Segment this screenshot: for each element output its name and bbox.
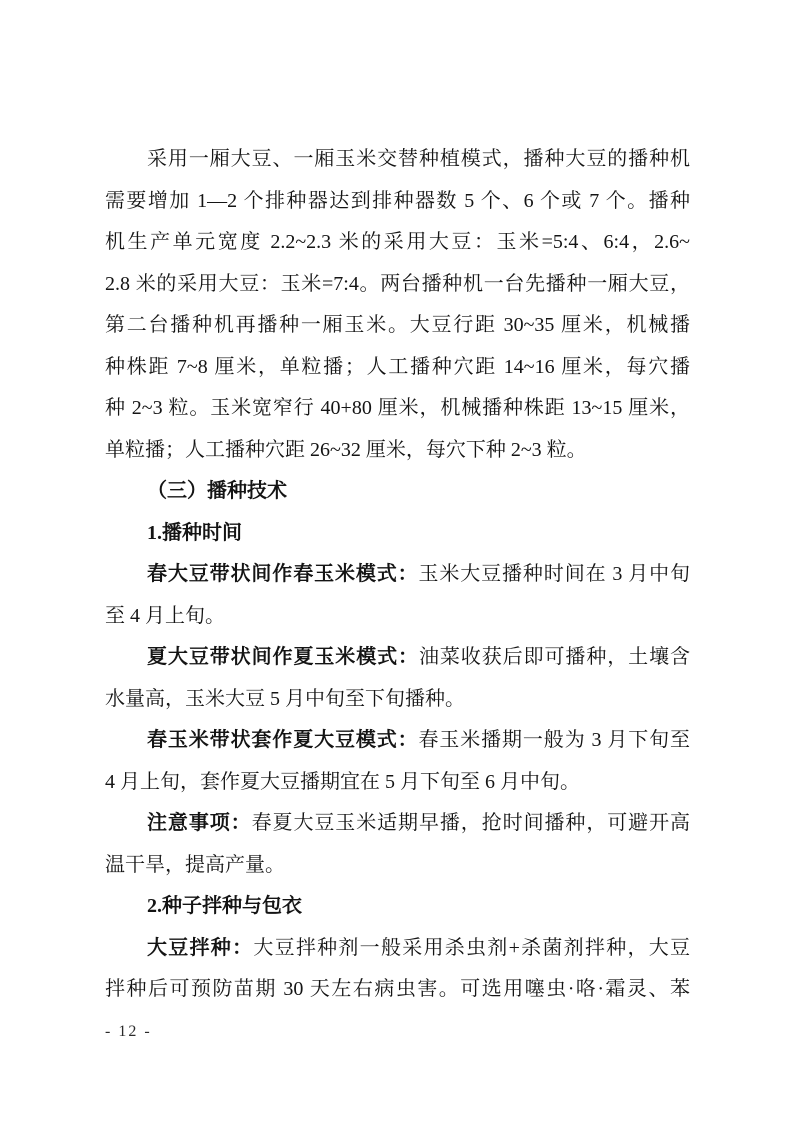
bold-run: 注意事项： xyxy=(147,812,252,834)
text-line: 单粒播；人工播种穴距 26~32 厘米，每穴下种 2~3 粒。 xyxy=(105,438,587,461)
regular-run: 大豆拌种剂一般采用杀虫剂+杀菌剂拌种，大豆 xyxy=(253,936,690,959)
text-line xyxy=(105,928,690,970)
text-line: 种株距 7~8 厘米，单粒播；人工播种穴距 14~16 厘米，每穴播 xyxy=(105,355,690,378)
text-line: 2.8 米的采用大豆：玉米=7:4。两台播种机一台先播种一厢大豆， xyxy=(105,272,690,295)
page-content xyxy=(105,139,690,1011)
text-line: 第二台播种机再播种一厢玉米。大豆行距 30~35 厘米，机械播 xyxy=(105,314,690,336)
text-line: 水量高，玉米大豆 5 月中旬至下旬播种。 xyxy=(105,687,465,710)
regular-run: 春夏大豆玉米适期早播，抢时间播种，可避开高 xyxy=(251,812,691,834)
text-line: 温干旱，提高产量。 xyxy=(105,853,285,876)
regular-run: 油菜收获后即可播种，土壤含 xyxy=(418,646,691,668)
bold-run: 春大豆带状间作春玉米模式： xyxy=(147,563,419,585)
bold-run: 大豆拌种： xyxy=(147,936,254,959)
text-line: 至 4 月上旬。 xyxy=(105,604,225,627)
section-heading: （三）播种技术 xyxy=(147,480,287,502)
text-line: 采用一厢大豆、一厢玉米交替种植模式，播种大豆的播种机 xyxy=(147,148,690,170)
text-line: 拌种后可预防苗期 30 天左右病虫害。可选用噻虫·咯·霜灵、苯 xyxy=(105,978,690,1000)
text-line xyxy=(105,554,690,596)
subsection-heading: 1.播种时间 xyxy=(147,521,242,544)
text-line xyxy=(105,637,690,679)
page-number: - 12 - xyxy=(105,1023,152,1040)
text-line: 种 2~3 粒。玉米宽窄行 40+80 厘米，机械播种株距 13~15 厘米， xyxy=(105,397,690,419)
text-line: 机生产单元宽度 2.2~2.3 米的采用大豆：玉米=5:4、6:4，2.6~ xyxy=(105,231,690,253)
text-line: 4 月上旬，套作夏大豆播期宜在 5 月下旬至 6 月中旬。 xyxy=(105,770,580,793)
text-line: 需要增加 1—2 个排种器达到排种器数 5 个、6 个或 7 个。播种 xyxy=(105,189,690,212)
subsection-heading: 2.种子拌种与包衣 xyxy=(147,895,302,917)
regular-run: 玉米大豆播种时间在 3 月中旬 xyxy=(418,563,690,585)
text-line xyxy=(105,720,690,762)
regular-run: 春玉米播期一般为 3 月下旬至 xyxy=(418,729,690,751)
bold-run: 夏大豆带状间作夏玉米模式： xyxy=(147,646,419,668)
text-line xyxy=(105,803,690,845)
bold-run: 春玉米带状套作夏大豆模式： xyxy=(147,729,419,751)
